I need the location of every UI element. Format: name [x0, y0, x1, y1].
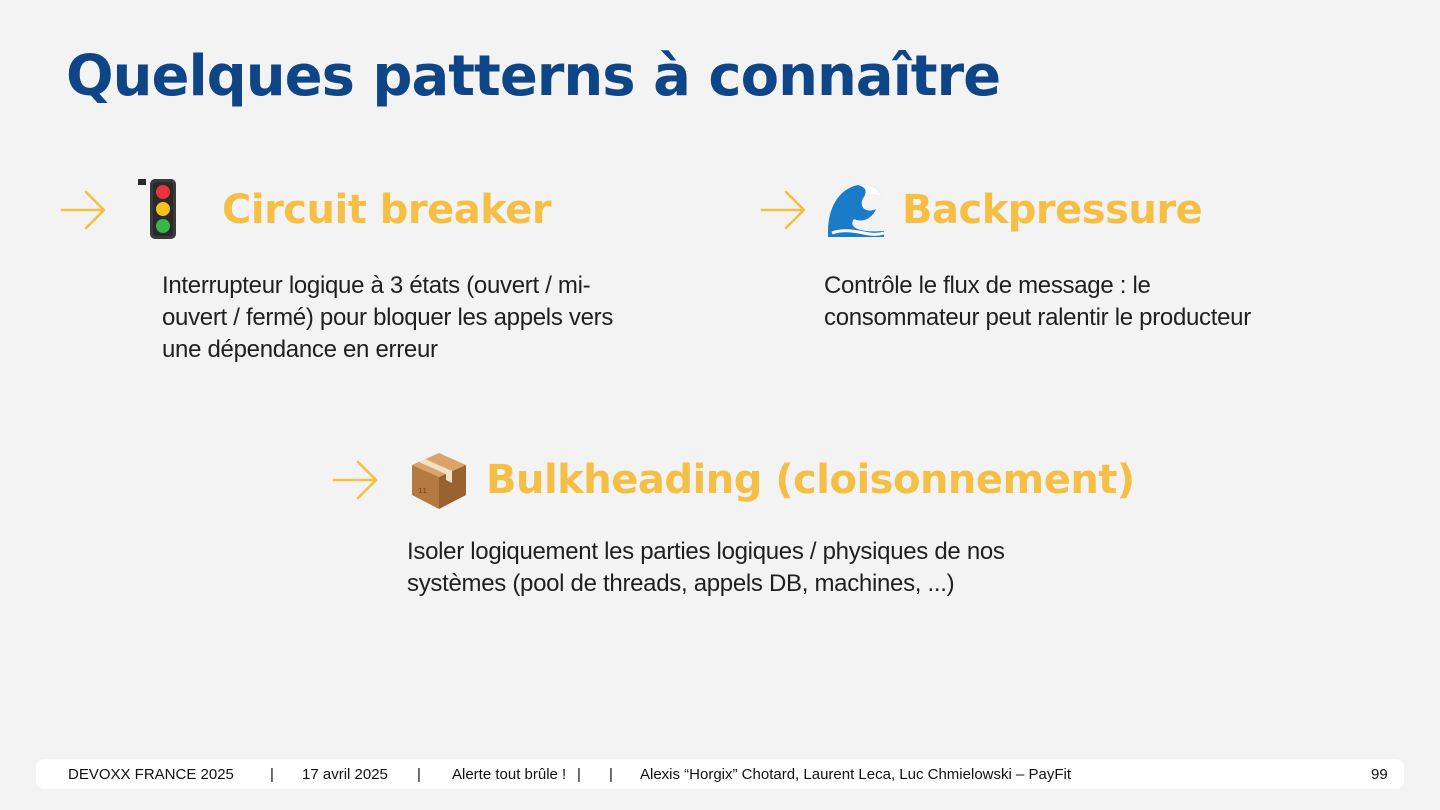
pattern-bulkheading: [332, 448, 1135, 597]
pattern-description: Contrôle le flux de message : le consommateur peut ralentir le producteur: [824, 272, 1251, 331]
footer-speakers: Alexis “Horgix” Chotard, Laurent Leca, Luc Chmielowski – PayFit: [640, 766, 1072, 783]
footer-separator: |: [417, 766, 421, 783]
pattern-circuit-breaker: [60, 178, 614, 363]
traffic-light-icon: [132, 179, 194, 241]
pattern-description: Interrupteur logique à 3 états (ouvert / mi-ouvert / fermé) pour bloquer les appels vers une dépendance en erreur: [162, 272, 614, 363]
pattern-title: Backpressure: [902, 187, 1203, 233]
footer-separator: |: [609, 766, 613, 783]
footer-bar: [36, 759, 1404, 789]
pattern-title: Circuit breaker: [222, 187, 552, 233]
footer-separator: |: [577, 766, 581, 783]
arrow-right-icon: [332, 456, 380, 504]
footer-separator: |: [270, 766, 274, 783]
footer-event: DEVOXX FRANCE 2025: [68, 766, 234, 783]
arrow-right-icon: [60, 186, 108, 234]
page-number: 99: [1371, 766, 1388, 783]
wave-icon: [824, 179, 886, 241]
pattern-title: Bulkheading (cloisonnement): [486, 457, 1135, 503]
svg-text:11: 11: [418, 487, 427, 495]
arrow-right-icon: [760, 186, 808, 234]
pattern-description: Isoler logiquement les parties logiques / physiques de nos systèmes (pool de threads, appels DB, machines, ...): [407, 538, 1005, 597]
pattern-backpressure: [760, 178, 1251, 331]
slide-title: Quelques patterns à connaître: [66, 44, 1001, 109]
package-icon: [408, 449, 470, 511]
footer-talk-title: Alerte tout brûle !: [452, 766, 567, 783]
footer-date: 17 avril 2025: [302, 766, 388, 783]
